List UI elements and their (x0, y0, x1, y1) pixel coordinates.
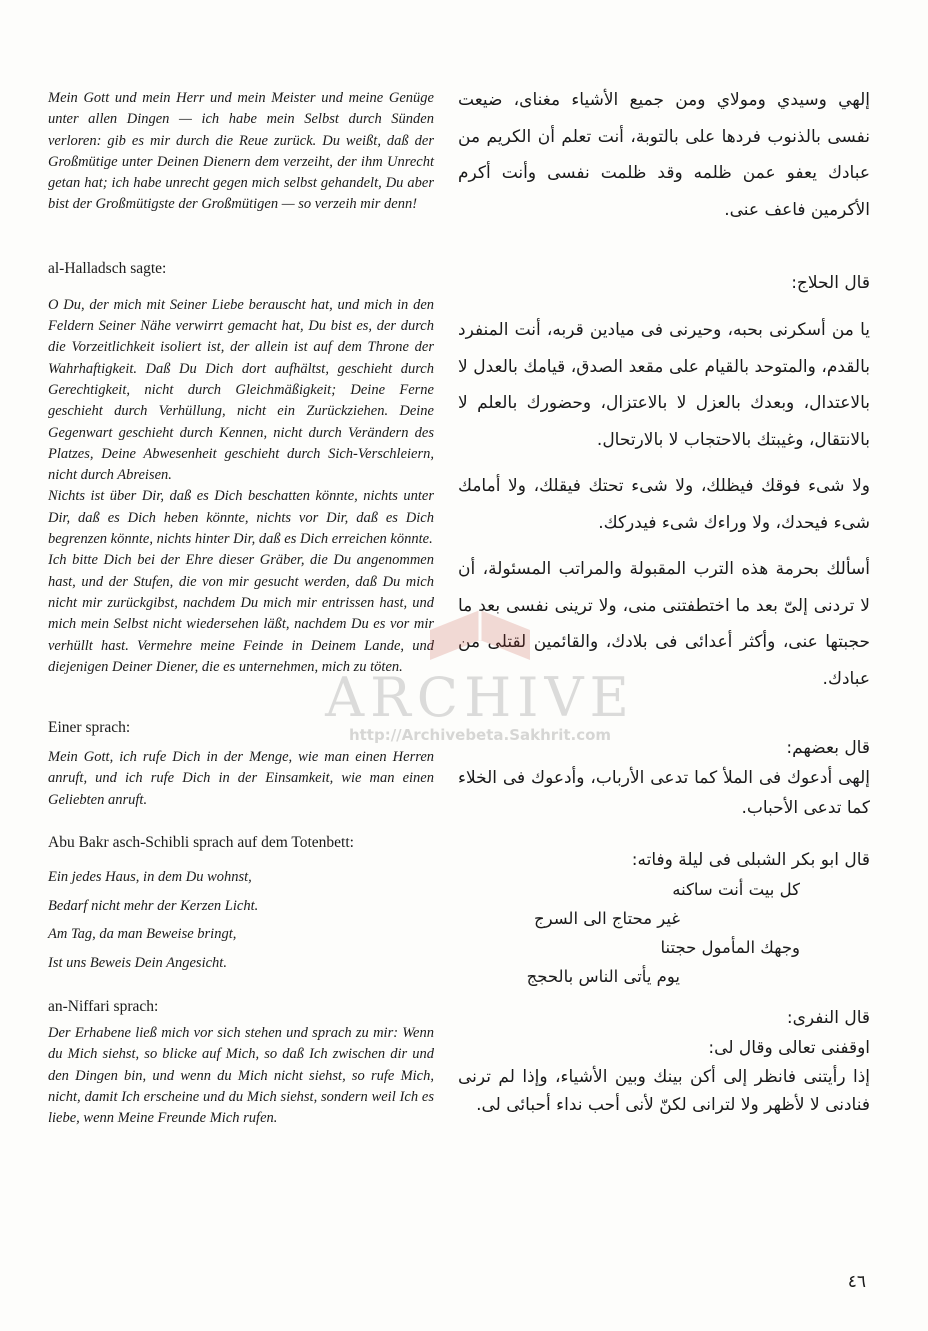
german-prayer-5: Der Erhabene ließ mich vor sich stehen und sprach zu mir: Wenn du Mich siehst, so blicke auf Mich, so daß Ich zwischen dir und den Dingen bin, und wenn du Mich nicht siehst, so rufe Mich, nicht, damit Ich erscheine und du Mich siehst, sondern weil Ich es liebe, wenn Meine Freunde Mich rufen. (48, 1025, 434, 1127)
heading-niffari: an-Niffari sprach: (48, 998, 159, 1016)
heading-einer: Einer sprach: (48, 719, 131, 737)
watermark-url: http://Archivebeta.Sakhrit.com (348, 726, 612, 744)
poem-line: Ist uns Beweis Dein Angesicht. (48, 954, 227, 971)
arabic-prayer-2c: أسألك بحرمة هذه الترب المقبولة والمراتب المسئولة، أن لا تردنى إلىّ بعد ما اختطفتنى منى، ولا ترينى نفسى بعد ما حجبتها عنى، وأكثر أعدائى فى بلادك، والقائمين لقتلى من عبادك. (458, 559, 870, 689)
poem-line: Am Tag, da man Beweise bringt, (48, 926, 237, 943)
heading-schibli: Abu Bakr asch-Schibli sprach auf dem Totenbett: (48, 834, 354, 852)
watermark-text: ARCHIVE (325, 666, 635, 729)
arabic-poem-line: كل بيت أنت ساكنه (672, 880, 800, 899)
german-prayer-2c: Ich bitte Dich bei der Ehre dieser Gräber, die Du angenommen hast, und der Stufen, die von mir gesucht werden, daß Du mich nicht mir zurückgibst, nachdem Du mich mir entrissen hast, und mich mein Selbst nicht wiedersehen läßt, nachdem Du es vor mir verhüllt hast. Vermehre meine Feinde in Deinem Lande, und diejenigen Deiner Diener, die es unternehmen, mich zu töten. (48, 552, 434, 675)
poem-line: Ein jedes Haus, in dem Du wohnst, (48, 869, 252, 886)
german-prayer-3: Mein Gott, ich rufe Dich in der Menge, wie man einen Herren anruft, und ich rufe Dich in der Einsamkeit, wie man einen Geliebten anruft. (48, 749, 434, 808)
german-prayer-2a: O Du, der mich mit Seiner Liebe berauscht hat, und mich in den Feldern Seiner Nähe verwirrt gemacht hat, Du bist es, der durch die Vorzeitlichkeit isoliert ist, der allein ist auf dem Throne der Wahrhaftigkeit. Daß Du Dich dort aufhältst, geschieht durch Gerechtigkeit, nicht durch Gleichmäßigkeit; Deine Ferne geschieht durch Verhüllung, nicht ein Zurückziehen. Deine Gegenwart geschieht durch Kennen, nicht durch Verändern des Platzes, Deine Abwesenheit geschieht durch Sich-Verschleiern, nicht durch Abreisen. (48, 296, 434, 484)
arabic-poem-line: يوم يأتى الناس بالحجج (526, 967, 680, 986)
arabic-poem-line: غير محتاج الى السرج (533, 909, 680, 928)
german-prayer-2b: Nichts ist über Dir, daß es Dich beschatten könnte, nichts unter Dir, daß es Dich heben könnte, nichts vor Dir, daß es Dich begrenzen könnte, nichts hinter Dir, daß es Dich erreichen könnte. (48, 488, 434, 548)
arabic-poem (458, 875, 870, 991)
arabic-prayer-5: إذا رأيتنى فانظر إلى أكن بينك وبين الأشياء، وإذا لم ترنى فنادنى لا لأظهر ولا لترانى لكنّ لأنى أحب نداء أحبائى لى. (458, 1067, 870, 1115)
arabic-column (458, 82, 870, 1119)
arabic-heading-niffari: قال النفرى: (786, 1008, 870, 1028)
arabic-heading-halladsch: قال الحلاج: (791, 273, 870, 293)
arabic-poem-line: وجهك المأمول حجتنا (660, 938, 800, 957)
arabic-subheading-niffari: اوقفنى تعالى وقال لى: (708, 1038, 870, 1058)
german-column (48, 88, 434, 1130)
arabic-heading-schibli: قال ابو بكر الشبلى فى ليلة وفاته: (631, 850, 870, 870)
poem-line: Bedarf nicht mehr der Kerzen Licht. (48, 897, 259, 914)
german-poem (48, 863, 434, 977)
arabic-prayer-2a: يا من أسكرنى بحبه، وحيرنى فى ميادين قربه، أنت المنفرد بالقدم، والمتوحد بالقيام على مقعد الصدق، قيامك بالعدل لا بالاعتدال، وبعدك بالعزل لا بالاعتزال، وحضورك بالعلم لا بالانتقال، وغيبتك بالاحتجاب لا بالارتحال. (458, 320, 870, 450)
arabic-prayer-3: إلهى أدعوك فى الملأ كما تدعى الأرباب، وأدعوك فى الخلاء كما تدعى الأحباب. (458, 768, 870, 818)
arabic-prayer-1: إلهي وسيدي ومولاي ومن جميع الأشياء مغناى، ضيعت نفسى بالذنوب فردها على بالتوبة، أنت تعلم أن الكريم من عبادك يعفو عمن ظلمه وقد ظلمت نفسى وأنت أكرم الأكرمين فاعف عنى. (458, 90, 870, 220)
german-prayer-1: Mein Gott und mein Herr und mein Meister und meine Genüge unter allen Dingen — ich habe mein Selbst durch Sünden verloren: gib es mir durch die Reue zurück. Du weißt, daß der Großmütige unter Deinen Dienern dem verzeiht, der ihm Unrecht getan hat; ich habe unrecht gegen mich selbst gehandelt, Du aber bist der Großmütigste der Großmütigen — so verzeih mir denn! (48, 90, 434, 213)
page-number: ٤٦ (847, 1272, 866, 1292)
arabic-heading-einer: قال بعضهم: (786, 738, 870, 758)
arabic-prayer-2b: ولا شىء فوقك فيظلك، ولا شىء تحتك فيقلك، ولا أمامك شىء فيحدك، ولا وراءك شىء فيدركك. (458, 476, 870, 533)
heading-halladsch: al-Halladsch sagte: (48, 259, 167, 277)
